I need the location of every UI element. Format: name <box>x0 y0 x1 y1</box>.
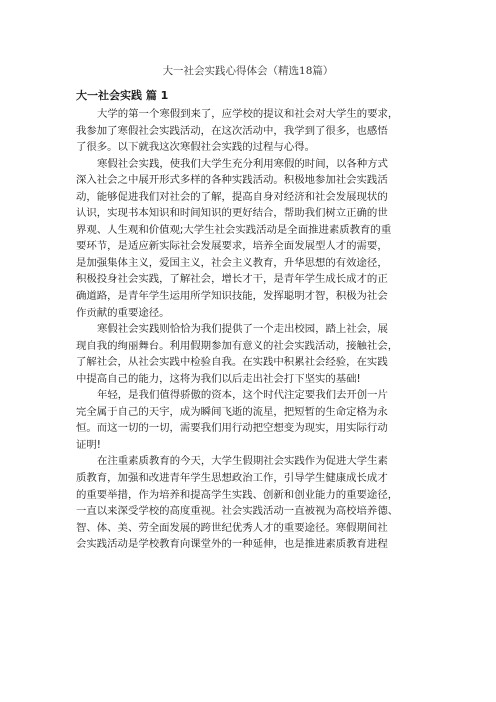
text-line: 寒假社会实践则恰恰为我们提供了一个走出校园，踏上社会，展 <box>97 323 388 336</box>
text-line: 会实践活动是学校教育向课堂外的一种延伸，也是推进素质教育进程 <box>76 538 388 551</box>
paragraph-1 <box>76 106 428 156</box>
text-line: 证明! <box>76 438 101 451</box>
text-line: 一直以来深受学校的高度重视。社会实践活动一直被视为高校培养德、 <box>76 505 399 518</box>
text-line: 了解社会，从社会实践中检验自我。在实践中积累社会经验，在实践 <box>76 356 388 369</box>
document-title: 大一社会实践心得体会（精选18篇） <box>162 65 334 77</box>
text-line: 确道路，是青年学生运用所学知识技能，发挥聪明才智，积极为社会 <box>76 290 388 303</box>
text-line: 了很多。以下就我这次寒假社会实践的过程与心得。 <box>76 141 315 154</box>
text-line: 要环节，是适应新实际社会发展要求，培养全面发展型人才的需要， <box>76 240 388 253</box>
text-line: 质教育，加强和改进青年学生思想政治工作，引导学生健康成长成才 <box>76 472 388 485</box>
text-line: 是加强集体主义，爱国主义，社会主义教育，升华思想的有效途径， <box>76 256 388 269</box>
text-line: 恒。而这一切的一切，需要我们用行动把空想变为现实，用实际行动 <box>76 422 388 435</box>
text-line: 完全属于自己的天宇，成为瞬间飞逝的流星，把短暂的生命定格为永 <box>76 405 388 418</box>
text-line: 智、体、美、劳全面发展的跨世纪优秀人才的重要途径。寒假期间社 <box>76 521 388 534</box>
text-line: 大学的第一个寒假到来了，应学校的提议和社会对大学生的要求， <box>97 108 399 120</box>
paragraph-4 <box>76 387 428 453</box>
paragraph-3 <box>76 321 428 387</box>
text-line: 动，能够促进我们对社会的了解，提高自身对经济和社会发展现状的 <box>76 190 388 203</box>
paragraph-5 <box>76 453 428 552</box>
text-line: 我参加了寒假社会实践活动，在这次活动中，我学到了很多，也感悟 <box>76 124 388 137</box>
text-line: 在注重素质教育的今天，大学生假期社会实践作为促进大学生素 <box>97 455 388 468</box>
text-line: 认识，实现书本知识和时间知识的更好结合，帮助我们树立正确的世 <box>76 207 388 220</box>
section-heading: 大一社会实践 篇 1 <box>76 89 169 102</box>
text-line: 现自我的绚丽舞台。利用假期参加有意义的社会实践活动，接触社会， <box>76 339 399 352</box>
text-line: 深入社会之中展开形式多样的各种实践活动。积极地参加社会实践活 <box>76 174 388 187</box>
text-line: 界观、人生观和价值观;大学生社会实践活动是全面推进素质教育的重 <box>76 223 392 236</box>
text-line: 积极投身社会实践，了解社会，增长才干，是青年学生成长成才的正 <box>76 273 388 286</box>
text-line: 作贡献的重要途径。 <box>76 306 170 319</box>
text-line: 中提高自己的能力，这将为我们以后走出社会打下坚实的基础! <box>76 372 361 385</box>
document-body <box>76 88 428 553</box>
paragraph-2 <box>76 156 428 321</box>
text-line: 的重要举措，作为培养和提高学生实践、创新和创业能力的重要途径， <box>76 488 399 501</box>
text-line: 年轻，是我们值得骄傲的资本，这个时代注定要我们去开创一片 <box>97 389 388 402</box>
text-line: 寒假社会实践，使我们大学生充分利用寒假的时间，以各种方式 <box>97 157 388 170</box>
